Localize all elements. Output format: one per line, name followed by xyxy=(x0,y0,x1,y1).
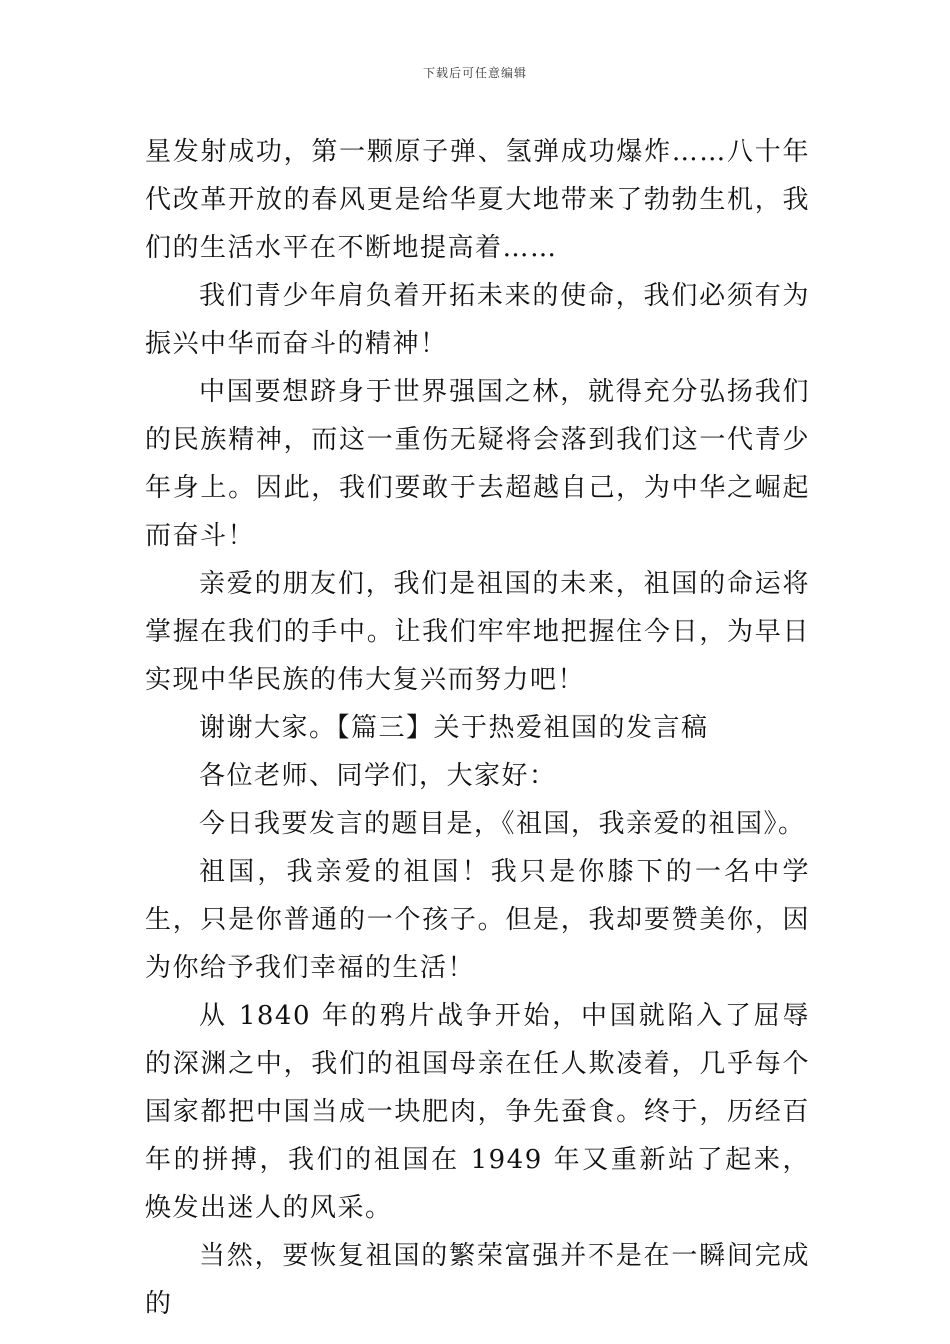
paragraph: 星发射成功，第一颗原子弹、氢弹成功爆炸……八十年代改革开放的春风更是给华夏大地带来了勃勃生机，我们的生活水平在不断地提高着…… xyxy=(145,137,810,263)
paragraph: 当然，要恢复祖国的繁荣富强并不是在一瞬间完成的 xyxy=(145,1241,810,1319)
paragraph: 中国要想跻身于世界强国之林，就得充分弘扬我们的民族精神，而这一重伤无疑将会落到我们这一代青少年身上。因此，我们要敢于去超越自己，为中华之崛起而奋斗！ xyxy=(145,377,810,551)
header-note: 下载后可任意编辑 xyxy=(422,66,527,80)
paragraph: 今日我要发言的题目是，《祖国，我亲爱的祖国》。 xyxy=(199,809,806,839)
paragraph: 我们青少年肩负着开拓未来的使命，我们必须有为振兴中华而奋斗的精神！ xyxy=(145,281,810,359)
paragraph: 谢谢大家。【篇三】关于热爱祖国的发言稿 xyxy=(199,713,709,743)
paragraph: 祖国，我亲爱的祖国！我只是你膝下的一名中学生，只是你普通的一个孩子。但是，我却要赞美你，因为你给予我们幸福的生活！ xyxy=(145,857,810,983)
document-body xyxy=(145,128,810,1328)
paragraph: 从 1840 年的鸦片战争开始，中国就陷入了屈辱的深渊之中，我们的祖国母亲在任人欺凌着，几乎每个国家都把中国当成一块肥肉，争先蚕食。终于，历经百年的拼搏，我们的祖国在 1949 年又重新站了起来，焕发出迷人的风采。 xyxy=(145,1001,810,1223)
paragraph: 亲爱的朋友们，我们是祖国的未来，祖国的命运将掌握在我们的手中。让我们牢牢地把握住今日，为早日实现中华民族的伟大复兴而努力吧！ xyxy=(145,569,810,695)
paragraph: 各位老师、同学们，大家好： xyxy=(199,761,557,791)
